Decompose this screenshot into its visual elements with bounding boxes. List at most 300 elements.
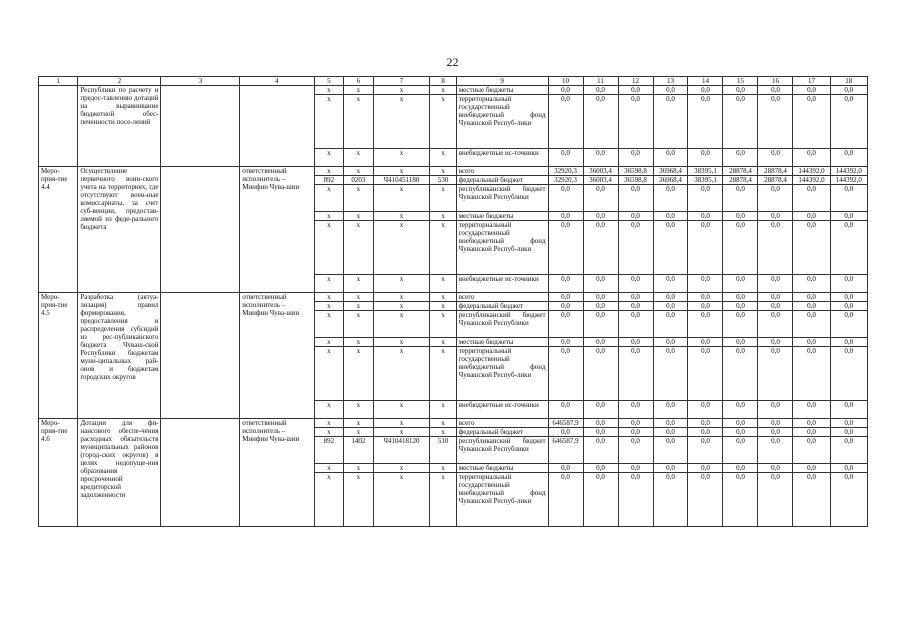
amount-cell: 0,0	[688, 428, 723, 437]
budget-code-cell: x	[344, 302, 374, 311]
funding-source: местные бюджеты	[456, 338, 548, 347]
amount-cell: 0,0	[758, 149, 793, 167]
participant-cell	[161, 167, 240, 293]
amount-cell: 0,0	[723, 185, 758, 212]
amount-cell: 36598,8	[618, 176, 653, 185]
activity-label	[39, 86, 78, 167]
amount-cell: 0,0	[653, 149, 688, 167]
amount-cell: 0,0	[793, 401, 830, 419]
amount-cell: 28878,4	[723, 176, 758, 185]
amount-cell: 0,0	[548, 95, 583, 149]
amount-cell: 0,0	[793, 293, 830, 302]
amount-cell: 36968,4	[653, 167, 688, 176]
funding-source: территориальный государственный внебюджетный фонд Чувашской Респуб-лики	[456, 347, 548, 401]
amount-cell: 0,0	[793, 149, 830, 167]
budget-code-cell: x	[314, 347, 344, 401]
amount-cell: 0,0	[548, 464, 583, 473]
amount-cell: 0,0	[618, 473, 653, 527]
amount-cell: 0,0	[653, 95, 688, 149]
amount-cell: 0,0	[723, 437, 758, 464]
amount-cell: 0,0	[793, 221, 830, 275]
amount-cell: 0,0	[618, 86, 653, 95]
amount-cell: 0,0	[583, 419, 618, 428]
amount-cell: 0,0	[830, 221, 867, 275]
funding-source: территориальный государственный внебюджетный фонд Чувашской Респуб-лики	[456, 221, 548, 275]
column-header: 7	[373, 77, 430, 86]
amount-cell: 38395,1	[688, 176, 723, 185]
amount-cell: 0,0	[583, 149, 618, 167]
budget-code-cell: x	[344, 185, 374, 212]
amount-cell: 0,0	[548, 221, 583, 275]
amount-cell: 0,0	[618, 212, 653, 221]
budget-code-cell: x	[373, 149, 430, 167]
budget-code-cell: x	[344, 464, 374, 473]
budget-code-cell: x	[344, 167, 374, 176]
funding-source: республиканский бюджет Чувашской Республики	[456, 185, 548, 212]
amount-cell: 0,0	[723, 419, 758, 428]
funding-source: республиканский бюджет Чувашской Республики	[456, 311, 548, 338]
amount-cell: 0,0	[723, 275, 758, 293]
amount-cell: 0,0	[830, 275, 867, 293]
budget-code-cell: x	[314, 401, 344, 419]
budget-code-cell: x	[314, 275, 344, 293]
amount-cell: 0,0	[793, 464, 830, 473]
amount-cell: 0,0	[583, 293, 618, 302]
funding-source: местные бюджеты	[456, 86, 548, 95]
header-row	[39, 77, 868, 86]
budget-code-cell: x	[430, 347, 456, 401]
amount-cell: 0,0	[653, 185, 688, 212]
column-header: 15	[723, 77, 758, 86]
amount-cell: 0,0	[830, 86, 867, 95]
column-header: 18	[830, 77, 867, 86]
amount-cell: 0,0	[758, 275, 793, 293]
amount-cell: 0,0	[723, 464, 758, 473]
amount-cell: 0,0	[758, 437, 793, 464]
column-header: 6	[344, 77, 374, 86]
amount-cell: 0,0	[793, 428, 830, 437]
budget-code-cell: x	[344, 149, 374, 167]
amount-cell: 0,0	[793, 347, 830, 401]
amount-cell: 0,0	[548, 185, 583, 212]
amount-cell: 0,0	[688, 95, 723, 149]
amount-cell: 0,0	[758, 464, 793, 473]
amount-cell: 0,0	[830, 473, 867, 527]
activity-description: Дотации для фи-нансового обеспе-чения расходных обязательств муниципальных районов (город-ских округов) в целях недопуще-ния образования просроченной кредиторской задолженности	[78, 419, 161, 527]
budget-code-cell: x	[373, 212, 430, 221]
amount-cell: 0,0	[830, 428, 867, 437]
amount-cell: 0,0	[758, 419, 793, 428]
budget-code-cell: x	[430, 311, 456, 338]
amount-cell: 0,0	[548, 401, 583, 419]
budget-code-cell: 1402	[344, 437, 374, 464]
column-header: 17	[793, 77, 830, 86]
budget-code-cell: x	[314, 302, 344, 311]
amount-cell: 0,0	[653, 212, 688, 221]
budget-code-cell: x	[314, 428, 344, 437]
amount-cell: 0,0	[548, 311, 583, 338]
amount-cell: 0,0	[793, 212, 830, 221]
amount-cell: 0,0	[793, 338, 830, 347]
budget-code-cell: 0203	[344, 176, 374, 185]
column-header: 11	[583, 77, 618, 86]
amount-cell: 0,0	[618, 95, 653, 149]
funding-source: местные бюджеты	[456, 212, 548, 221]
amount-cell: 0,0	[723, 212, 758, 221]
amount-cell: 36003,4	[583, 176, 618, 185]
budget-code-cell: x	[373, 167, 430, 176]
amount-cell: 0,0	[830, 347, 867, 401]
amount-cell: 0,0	[758, 428, 793, 437]
column-header: 9	[456, 77, 548, 86]
budget-code-cell: 892	[314, 176, 344, 185]
amount-cell: 0,0	[688, 86, 723, 95]
amount-cell: 0,0	[583, 95, 618, 149]
budget-code-cell: x	[314, 473, 344, 527]
budget-code-cell: x	[373, 95, 430, 149]
amount-cell: 0,0	[723, 95, 758, 149]
budget-code-cell: Ч410418120	[373, 437, 430, 464]
amount-cell: 0,0	[583, 311, 618, 338]
amount-cell: 0,0	[758, 302, 793, 311]
amount-cell: 0,0	[548, 293, 583, 302]
amount-cell: 0,0	[583, 185, 618, 212]
budget-code-cell: 510	[430, 437, 456, 464]
amount-cell: 0,0	[758, 221, 793, 275]
amount-cell: 36598,8	[618, 167, 653, 176]
budget-code-cell: x	[373, 185, 430, 212]
column-header: 13	[653, 77, 688, 86]
participant-cell	[161, 86, 240, 167]
amount-cell: 0,0	[618, 293, 653, 302]
amount-cell: 0,0	[758, 311, 793, 338]
amount-cell: 38395,1	[688, 167, 723, 176]
amount-cell: 0,0	[653, 275, 688, 293]
amount-cell: 0,0	[723, 311, 758, 338]
amount-cell: 0,0	[830, 419, 867, 428]
amount-cell: 0,0	[653, 347, 688, 401]
amount-cell: 0,0	[653, 437, 688, 464]
amount-cell: 0,0	[548, 86, 583, 95]
amount-cell: 0,0	[793, 275, 830, 293]
amount-cell: 144392,0	[830, 176, 867, 185]
budget-code-cell: x	[430, 302, 456, 311]
amount-cell: 0,0	[758, 338, 793, 347]
budget-code-cell: x	[373, 338, 430, 347]
amount-cell: 0,0	[723, 149, 758, 167]
amount-cell: 0,0	[618, 149, 653, 167]
amount-cell: 28878,4	[723, 167, 758, 176]
budget-code-cell: x	[373, 221, 430, 275]
budget-code-cell: x	[314, 86, 344, 95]
amount-cell: 0,0	[583, 86, 618, 95]
activity-label: Меро-прия-тие 4.4	[39, 167, 78, 293]
budget-code-cell: x	[344, 311, 374, 338]
budget-code-cell: x	[344, 275, 374, 293]
amount-cell: 28878,4	[758, 176, 793, 185]
amount-cell: 0,0	[793, 473, 830, 527]
budget-code-cell: x	[344, 347, 374, 401]
amount-cell: 0,0	[793, 95, 830, 149]
table-row	[39, 86, 868, 95]
amount-cell: 0,0	[583, 302, 618, 311]
amount-cell: 0,0	[653, 311, 688, 338]
funding-source: внебюджетные ис-точники	[456, 275, 548, 293]
budget-code-cell: x	[314, 167, 344, 176]
amount-cell: 0,0	[688, 473, 723, 527]
budget-code-cell: x	[314, 149, 344, 167]
amount-cell: 0,0	[618, 437, 653, 464]
amount-cell: 0,0	[723, 428, 758, 437]
budget-code-cell: x	[373, 293, 430, 302]
amount-cell: 0,0	[618, 419, 653, 428]
amount-cell: 0,0	[583, 221, 618, 275]
amount-cell: 0,0	[830, 149, 867, 167]
budget-code-cell: x	[344, 221, 374, 275]
column-header: 4	[240, 77, 314, 86]
budget-code-cell: x	[314, 419, 344, 428]
amount-cell: 0,0	[830, 464, 867, 473]
amount-cell: 0,0	[688, 149, 723, 167]
amount-cell: 36003,4	[583, 167, 618, 176]
amount-cell: 0,0	[583, 437, 618, 464]
column-header: 5	[314, 77, 344, 86]
amount-cell: 0,0	[618, 302, 653, 311]
amount-cell: 0,0	[758, 401, 793, 419]
amount-cell: 0,0	[618, 275, 653, 293]
amount-cell: 0,0	[653, 221, 688, 275]
amount-cell: 0,0	[723, 302, 758, 311]
amount-cell: 0,0	[548, 347, 583, 401]
table-row	[39, 167, 868, 176]
amount-cell: 0,0	[688, 437, 723, 464]
budget-code-cell: x	[314, 95, 344, 149]
amount-cell: 0,0	[583, 347, 618, 401]
column-header: 12	[618, 77, 653, 86]
amount-cell: 0,0	[548, 428, 583, 437]
page-number: 22	[446, 55, 459, 69]
funding-source: федеральный бюджет	[456, 176, 548, 185]
column-header: 3	[161, 77, 240, 86]
amount-cell: 0,0	[688, 338, 723, 347]
budget-code-cell: x	[314, 464, 344, 473]
amount-cell: 0,0	[548, 338, 583, 347]
amount-cell: 0,0	[618, 464, 653, 473]
amount-cell: 0,0	[548, 212, 583, 221]
budget-code-cell: x	[430, 338, 456, 347]
participant-cell	[161, 419, 240, 527]
amount-cell: 0,0	[758, 185, 793, 212]
budget-code-cell: x	[373, 419, 430, 428]
column-header: 1	[39, 77, 78, 86]
budget-code-cell: x	[373, 347, 430, 401]
amount-cell: 0,0	[688, 275, 723, 293]
column-header: 2	[78, 77, 161, 86]
amount-cell: 0,0	[793, 302, 830, 311]
budget-code-cell: x	[344, 419, 374, 428]
amount-cell: 28878,4	[758, 167, 793, 176]
budget-code-cell: x	[430, 185, 456, 212]
column-header: 8	[430, 77, 456, 86]
amount-cell: 0,0	[688, 311, 723, 338]
budget-code-cell: x	[430, 293, 456, 302]
budget-table	[38, 76, 868, 527]
table-row	[39, 293, 868, 302]
amount-cell: 0,0	[758, 95, 793, 149]
funding-source: республиканский бюджет Чувашской Республики	[456, 437, 548, 464]
table-row	[39, 419, 868, 428]
funding-source: федеральный бюджет	[456, 302, 548, 311]
amount-cell: 0,0	[583, 464, 618, 473]
amount-cell: 0,0	[653, 428, 688, 437]
amount-cell: 0,0	[653, 464, 688, 473]
budget-code-cell: x	[373, 86, 430, 95]
amount-cell: 0,0	[548, 473, 583, 527]
budget-code-cell: x	[314, 293, 344, 302]
budget-code-cell: x	[314, 185, 344, 212]
amount-cell: 0,0	[688, 347, 723, 401]
column-header: 10	[548, 77, 583, 86]
responsible-executor: ответственный исполнитель – Минфин Чува-шии	[240, 167, 314, 293]
budget-code-cell: x	[344, 338, 374, 347]
budget-code-cell: x	[344, 473, 374, 527]
budget-code-cell: x	[430, 428, 456, 437]
amount-cell: 0,0	[618, 338, 653, 347]
amount-cell: 0,0	[758, 212, 793, 221]
budget-code-cell: x	[430, 95, 456, 149]
amount-cell: 0,0	[688, 221, 723, 275]
amount-cell: 0,0	[830, 185, 867, 212]
amount-cell: 0,0	[723, 293, 758, 302]
amount-cell: 0,0	[723, 473, 758, 527]
budget-code-cell: x	[430, 221, 456, 275]
amount-cell: 0,0	[583, 401, 618, 419]
budget-code-cell: x	[344, 293, 374, 302]
amount-cell: 0,0	[793, 185, 830, 212]
activity-label: Меро-прия-тие 4.5	[39, 293, 78, 419]
budget-code-cell: x	[430, 149, 456, 167]
funding-source: внебюджетные ис-точники	[456, 149, 548, 167]
amount-cell: 0,0	[688, 464, 723, 473]
amount-cell: 0,0	[688, 401, 723, 419]
amount-cell: 0,0	[830, 302, 867, 311]
amount-cell: 0,0	[830, 95, 867, 149]
funding-source: местные бюджеты	[456, 464, 548, 473]
amount-cell: 646587,9	[548, 437, 583, 464]
amount-cell: 0,0	[688, 419, 723, 428]
responsible-executor: ответственный исполнитель – Минфин Чува-шии	[240, 419, 314, 527]
amount-cell: 0,0	[618, 401, 653, 419]
budget-code-cell: x	[314, 221, 344, 275]
funding-source: всего	[456, 293, 548, 302]
amount-cell: 0,0	[793, 311, 830, 338]
amount-cell: 0,0	[793, 437, 830, 464]
budget-code-cell: Ч410451180	[373, 176, 430, 185]
amount-cell: 0,0	[653, 401, 688, 419]
amount-cell: 36968,4	[653, 176, 688, 185]
amount-cell: 0,0	[548, 302, 583, 311]
amount-cell: 0,0	[830, 311, 867, 338]
amount-cell: 0,0	[653, 86, 688, 95]
budget-code-cell: x	[373, 302, 430, 311]
amount-cell: 0,0	[758, 86, 793, 95]
amount-cell: 0,0	[618, 311, 653, 338]
budget-code-cell: x	[430, 473, 456, 527]
budget-code-cell: x	[373, 401, 430, 419]
funding-source: федеральный бюджет	[456, 428, 548, 437]
budget-code-cell: x	[430, 167, 456, 176]
budget-code-cell: x	[430, 464, 456, 473]
amount-cell: 144392,0	[793, 176, 830, 185]
amount-cell: 144392,0	[830, 167, 867, 176]
budget-code-cell: x	[430, 212, 456, 221]
amount-cell: 0,0	[723, 401, 758, 419]
amount-cell: 0,0	[653, 473, 688, 527]
budget-code-cell: x	[344, 212, 374, 221]
budget-code-cell: x	[344, 401, 374, 419]
amount-cell: 0,0	[688, 302, 723, 311]
budget-code-cell: x	[314, 212, 344, 221]
column-header: 16	[758, 77, 793, 86]
budget-code-cell: x	[430, 86, 456, 95]
amount-cell: 32920,3	[548, 176, 583, 185]
budget-code-cell: x	[314, 338, 344, 347]
amount-cell: 0,0	[653, 338, 688, 347]
budget-code-cell: x	[344, 95, 374, 149]
funding-source: территориальный государственный внебюджетный фонд Чувашской Респуб-лики	[456, 95, 548, 149]
amount-cell: 0,0	[723, 347, 758, 401]
amount-cell: 0,0	[548, 149, 583, 167]
amount-cell: 0,0	[723, 221, 758, 275]
amount-cell: 0,0	[830, 338, 867, 347]
amount-cell: 0,0	[688, 212, 723, 221]
amount-cell: 0,0	[688, 185, 723, 212]
budget-code-cell: x	[344, 428, 374, 437]
activity-description: Республики по расчету и предос-тавлению дотаций на выравнивание бюджетной обес-печенности посе-лений	[78, 86, 161, 167]
amount-cell: 0,0	[618, 185, 653, 212]
funding-source: внебюджетные ис-точники	[456, 401, 548, 419]
amount-cell: 0,0	[583, 275, 618, 293]
amount-cell: 0,0	[723, 338, 758, 347]
amount-cell: 0,0	[618, 221, 653, 275]
amount-cell: 0,0	[793, 419, 830, 428]
amount-cell: 0,0	[653, 293, 688, 302]
budget-code-cell: x	[314, 311, 344, 338]
amount-cell: 0,0	[830, 212, 867, 221]
funding-source: всего	[456, 167, 548, 176]
amount-cell: 646587,9	[548, 419, 583, 428]
budget-code-cell: x	[373, 473, 430, 527]
budget-code-cell: x	[344, 86, 374, 95]
amount-cell: 0,0	[618, 347, 653, 401]
amount-cell: 0,0	[793, 86, 830, 95]
amount-cell: 0,0	[830, 437, 867, 464]
responsible-executor: ответственный исполнитель – Минфин Чува-шии	[240, 293, 314, 419]
amount-cell: 144392,0	[793, 167, 830, 176]
activity-description: Разработка (актуа-лизация) правил формирования, предоставления и распределения субсидий из рес-публиканского бюджета Чуваш-ской Республики бюджетам муни-ципальных рай-онов и бюджетам городских округов	[78, 293, 161, 419]
amount-cell: 0,0	[830, 401, 867, 419]
amount-cell: 0,0	[758, 347, 793, 401]
activity-label: Меро-прия-тие 4.6	[39, 419, 78, 527]
responsible-executor	[240, 86, 314, 167]
column-header: 14	[688, 77, 723, 86]
budget-code-cell: 530	[430, 176, 456, 185]
amount-cell: 0,0	[583, 212, 618, 221]
amount-cell: 0,0	[583, 428, 618, 437]
amount-cell: 0,0	[653, 419, 688, 428]
amount-cell: 0,0	[548, 275, 583, 293]
budget-code-cell: x	[373, 464, 430, 473]
